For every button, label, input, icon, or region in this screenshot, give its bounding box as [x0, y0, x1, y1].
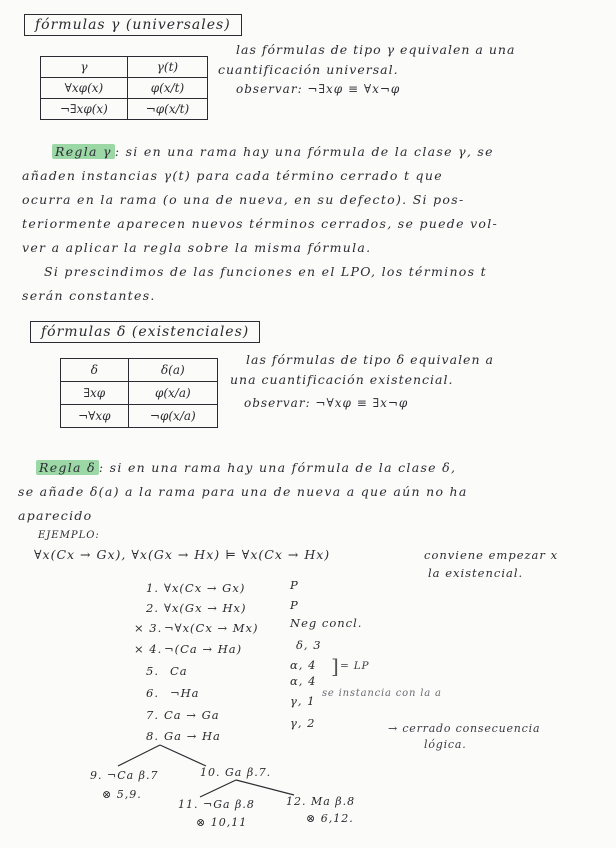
step-number: 5.: [146, 664, 159, 678]
delta-table-row: [61, 405, 218, 428]
step-justification: α, 4: [290, 674, 317, 688]
regla-delta-line: aparecido: [18, 508, 93, 523]
regla-gamma-line: ocurra en la rama (o una de nueva, en su defecto). Si pos-: [22, 192, 465, 207]
step-number: 6.: [146, 686, 159, 700]
step-formula: ∀x(Cx → Gx): [164, 581, 246, 595]
example-premise: ∀x(Cx → Gx), ∀x(Gx → Hx) ⊨ ∀x(Cx → Hx): [34, 547, 331, 562]
step-number: × 4.: [134, 642, 163, 656]
delta-table-cell: φ(x/a): [128, 382, 217, 405]
example-side-note-2: la existencial.: [428, 566, 524, 580]
regla-gamma-paragraph: [22, 140, 602, 308]
step-number: 7.: [146, 708, 159, 722]
delta-table-header-cell: δ(a): [128, 359, 217, 382]
closed-note-1: → cerrado consecuencia: [388, 722, 541, 735]
gamma-table-row: [41, 99, 208, 120]
instance-note: se instancia con la a: [322, 688, 442, 699]
regla-delta-paragraph: [18, 456, 603, 528]
tree-branch-left: [118, 745, 160, 766]
gamma-table-cell: ¬φ(x/t): [127, 99, 207, 120]
tree-node-11: 11. ¬Ga β.8: [178, 798, 255, 811]
delta-note-2: una cuantificación existencial.: [230, 372, 454, 387]
step-justification: P: [290, 578, 299, 592]
step-number: × 3.: [134, 621, 163, 635]
example-side-note-1: conviene empezar x: [424, 548, 559, 562]
section-delta-title: [30, 321, 260, 343]
step-formula: ∀x(Gx → Hx): [164, 601, 247, 615]
gamma-table: [40, 56, 208, 120]
regla-delta-line: [18, 456, 603, 480]
step-number: 8.: [146, 729, 159, 743]
section-gamma-title: [24, 14, 242, 36]
step-justification: Neg concl.: [290, 616, 363, 630]
step-number: 1.: [146, 581, 159, 595]
step-formula: Ga → Ha: [164, 729, 221, 743]
step-number: 2.: [146, 601, 159, 615]
step-justification: γ, 2: [290, 716, 316, 730]
regla-gamma-line: ver a aplicar la regla sobre la misma fórmula.: [22, 240, 372, 255]
delta-note-1: las fórmulas de tipo δ equivalen a: [246, 352, 494, 367]
regla-gamma-line: serán constantes.: [22, 288, 156, 303]
delta-table-cell: ∃xφ: [61, 382, 129, 405]
step-formula: ¬∀x(Cx → Mx): [164, 621, 259, 635]
regla-gamma-line: añaden instancias γ(t) para cada término cerrado t que: [22, 168, 443, 183]
gamma-table-header-cell: γ(t): [127, 57, 207, 78]
delta-table: [60, 358, 218, 428]
gamma-note-3: observar: ¬∃xφ ≡ ∀x¬φ: [236, 82, 401, 96]
delta-table-row: [61, 382, 218, 405]
tree-branch-left-2: [200, 780, 236, 797]
delta-table-header: [61, 359, 218, 382]
gamma-table-header: [41, 57, 208, 78]
gamma-table-cell: ∀xφ(x): [41, 78, 128, 99]
gamma-note-2: cuantificación universal.: [218, 62, 399, 77]
regla-gamma-line: teriormente aparecen nuevos términos cerrados, se puede vol-: [22, 216, 499, 231]
regla-delta-line-text: : si en una rama hay una fórmula de la clase δ,: [98, 460, 457, 475]
delta-table-header-cell: δ: [61, 359, 129, 382]
step-justification: δ, 3: [296, 638, 322, 652]
tree-branch-right: [160, 745, 206, 766]
section-gamma-title-text: fórmulas γ (universales): [35, 17, 231, 33]
delta-table-cell: ¬∀xφ: [61, 405, 129, 428]
gamma-table-header-cell: γ: [41, 57, 128, 78]
delta-note-3: observar: ¬∀xφ ≡ ∃x¬φ: [244, 396, 409, 410]
tree-close-9: ⊗ 5,9.: [102, 788, 142, 801]
section-delta-title-text: fórmulas δ (existenciales): [41, 324, 250, 340]
tree-node-12: 12. Ma β.8: [286, 795, 356, 808]
regla-delta-label: Regla δ: [36, 460, 99, 475]
step-justification: γ, 1: [290, 694, 316, 708]
gamma-table-cell: ¬∃xφ(x): [41, 99, 128, 120]
delta-table-cell: ¬φ(x/a): [128, 405, 217, 428]
tree-node-9: 9. ¬Ca β.7: [90, 769, 159, 782]
tree-node-10: 10. Ga β.7.: [200, 766, 272, 779]
tree-close-11: ⊗ 10,11: [196, 816, 248, 829]
regla-gamma-line-text: : si en una rama hay una fórmula de la clase γ, se: [114, 144, 494, 159]
regla-gamma-label: Regla γ: [52, 144, 115, 159]
step-formula: Ca: [170, 664, 188, 678]
gamma-table-cell: φ(x/t): [127, 78, 207, 99]
closed-note-2: lógica.: [424, 738, 467, 751]
step-formula: ¬(Ca → Ha): [164, 642, 243, 656]
regla-gamma-line: [22, 140, 602, 164]
gamma-table-row: [41, 78, 208, 99]
tree-close-12: ⊗ 6,12.: [306, 812, 354, 825]
regla-gamma-line: Si prescindimos de las funciones en el LPO, los términos t: [44, 264, 487, 279]
regla-delta-line: se añade δ(a) a la rama para una de nueva a que aún no ha: [18, 484, 468, 499]
example-label: EJEMPLO:: [38, 530, 100, 541]
step-justification: α, 4: [290, 658, 317, 672]
step-formula: ¬Ha: [170, 686, 200, 700]
lp-brace-icon: ]: [331, 654, 340, 678]
step-formula: Ca → Ga: [164, 708, 220, 722]
lp-note: = LP: [340, 660, 370, 672]
step-justification: P: [290, 598, 299, 612]
gamma-note-1: las fórmulas de tipo γ equivalen a una: [236, 42, 516, 57]
tree-branch-right-2: [236, 780, 294, 795]
